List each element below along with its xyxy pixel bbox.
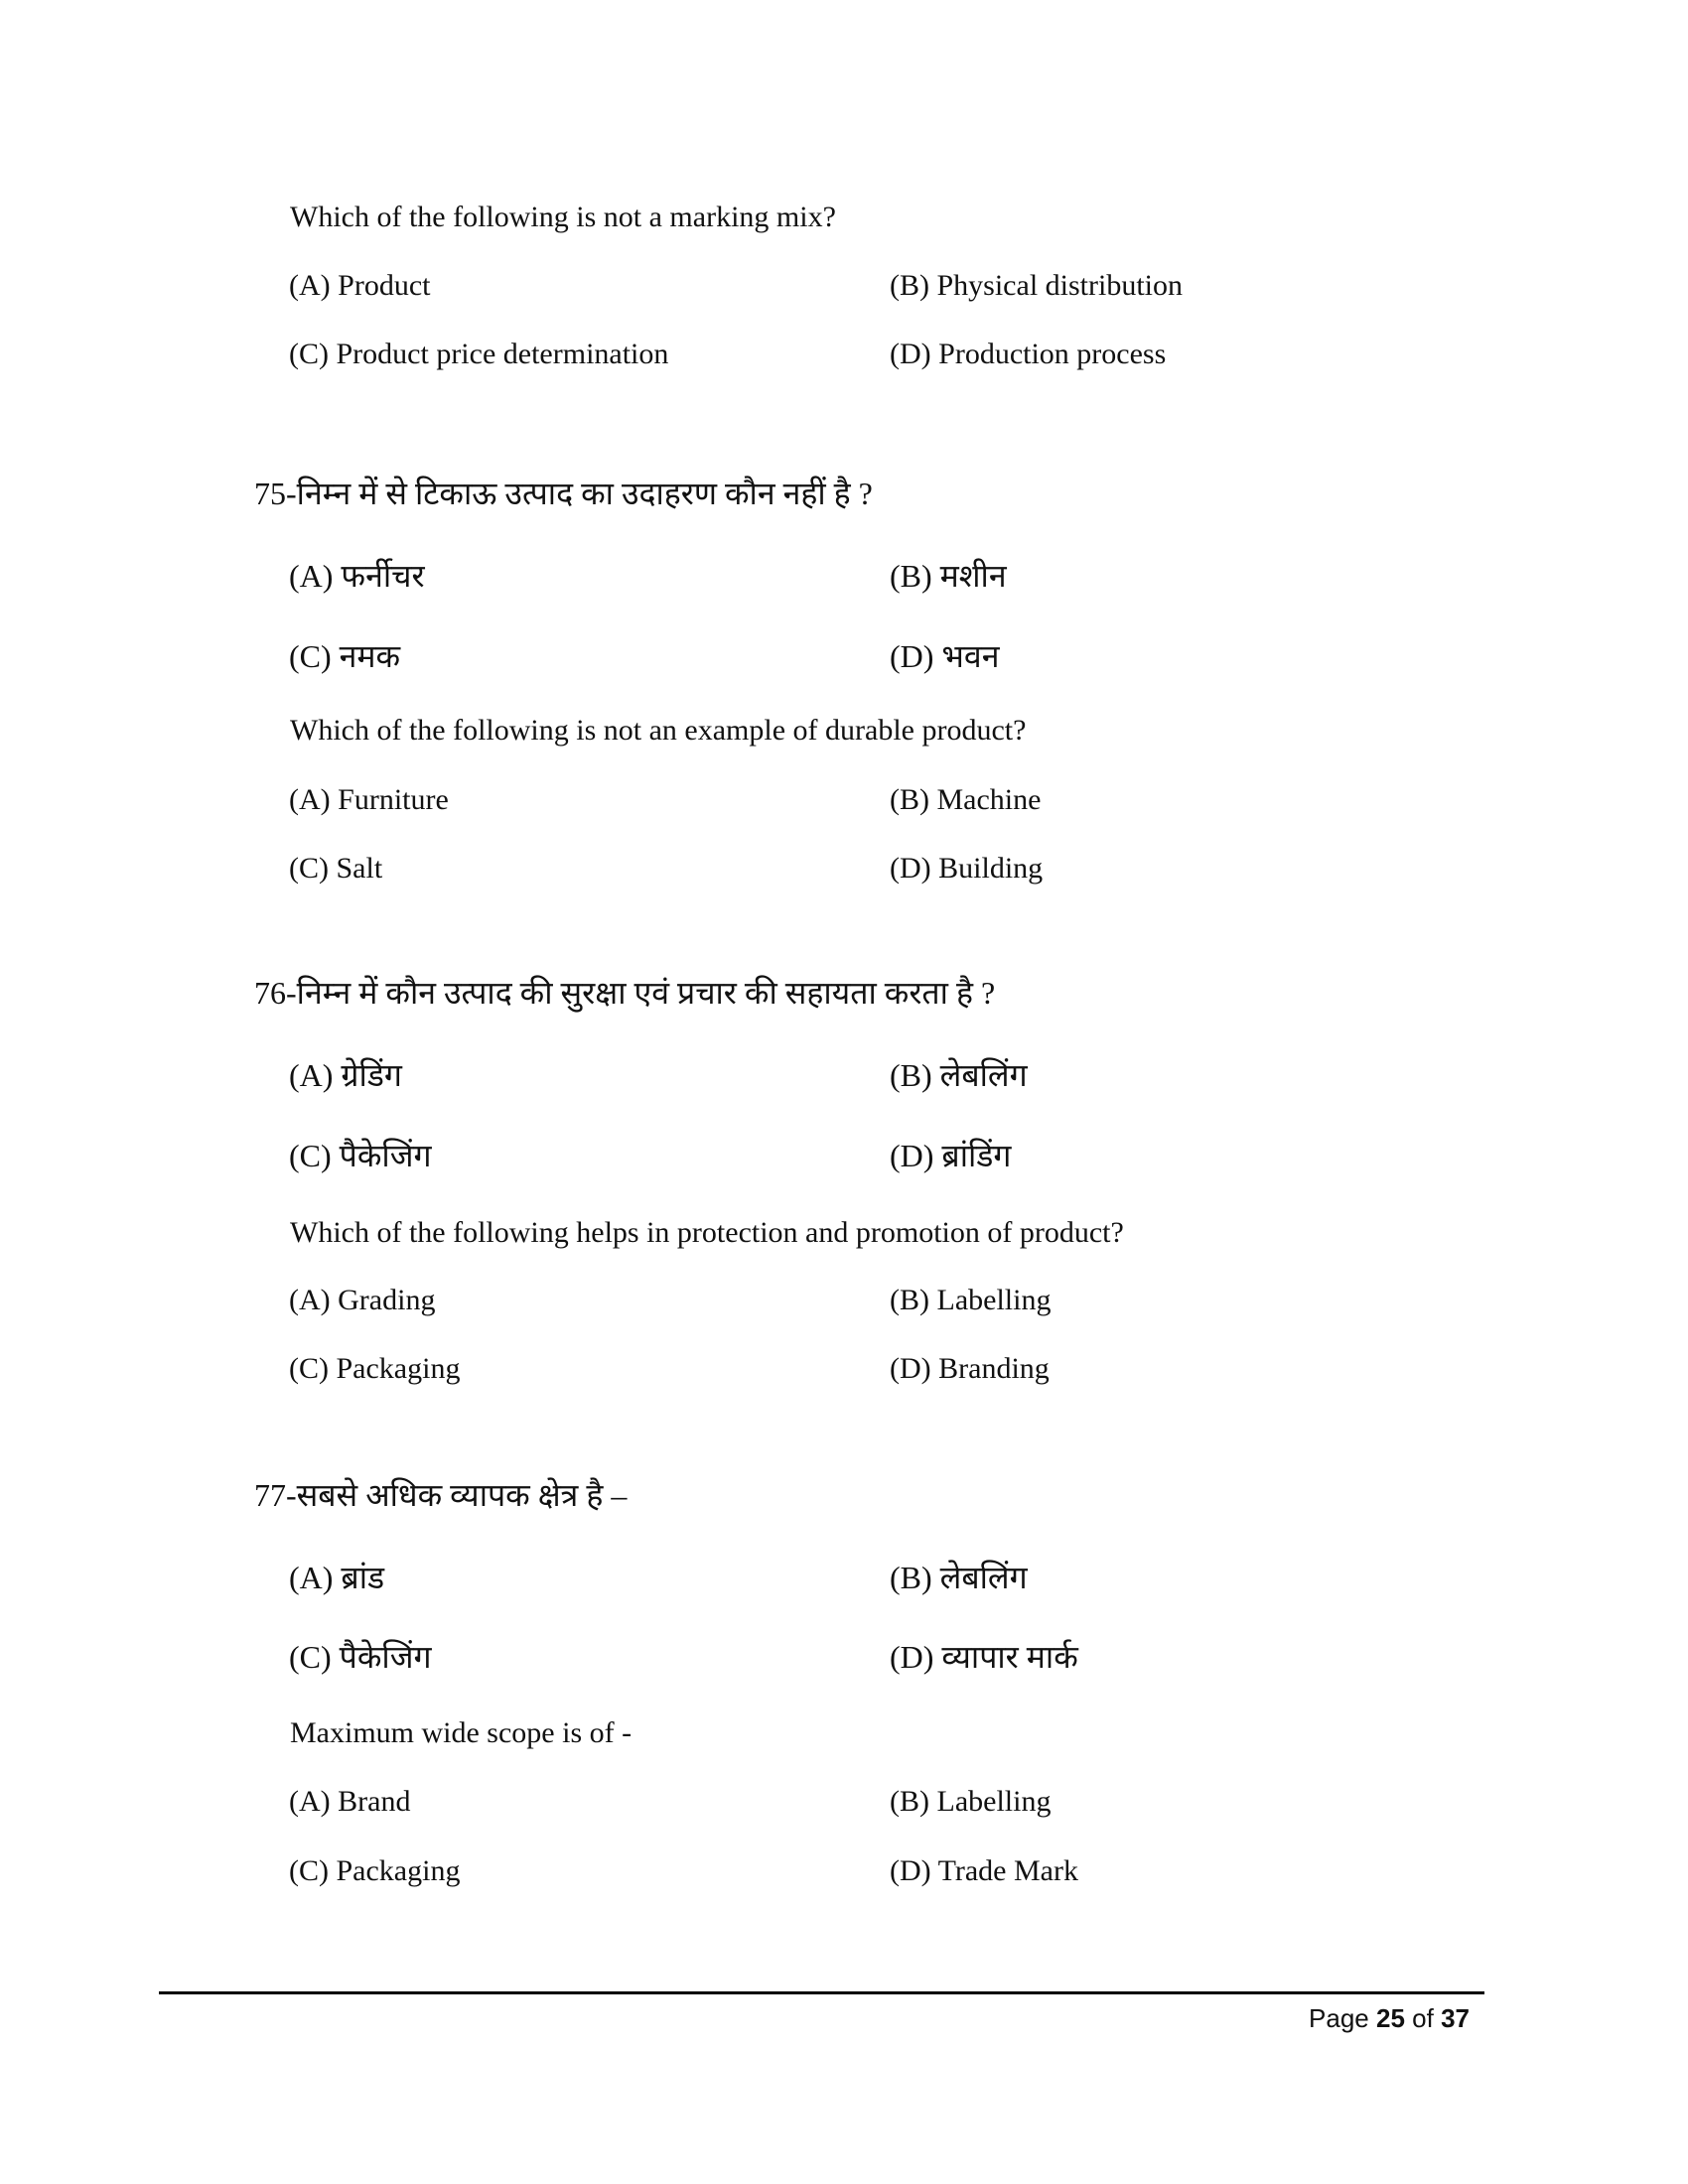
option-c: (C) Packaging bbox=[289, 1854, 461, 1887]
question-text: Maximum wide scope is of - bbox=[290, 1716, 633, 1749]
option-d-hindi: (D) व्यापार मार्क bbox=[890, 1639, 1078, 1675]
question-text: Which of the following helps in protection and promotion of product? bbox=[290, 1216, 1124, 1249]
option-b: (B) Labelling bbox=[890, 1284, 1052, 1316]
page-word: Page bbox=[1309, 2003, 1369, 2033]
question-text: Which of the following is not an example of durable product? bbox=[290, 714, 1027, 747]
option-c: (C) Product price determination bbox=[289, 338, 669, 370]
option-d-hindi: (D) भवन bbox=[890, 638, 1000, 674]
page-number bbox=[1309, 2003, 1470, 2034]
option-b-hindi: (B) लेबलिंग bbox=[890, 1560, 1028, 1595]
total-pages: 37 bbox=[1441, 2003, 1470, 2033]
option-d: (D) Branding bbox=[890, 1352, 1050, 1385]
question-text-hindi: 75-निम्न में से टिकाऊ उत्पाद का उदाहरण कौन नहीं है ? bbox=[254, 476, 873, 511]
option-c: (C) Salt bbox=[289, 852, 383, 885]
option-b: (B) Labelling bbox=[890, 1785, 1052, 1818]
question-text-hindi: 76-निम्न में कौन उत्पाद की सुरक्षा एवं प्रचार की सहायता करता है ? bbox=[254, 975, 996, 1011]
of-word: of bbox=[1412, 2003, 1434, 2033]
footer-divider bbox=[159, 1991, 1484, 1994]
option-d-hindi: (D) ब्रांडिंग bbox=[890, 1138, 1012, 1173]
option-b: (B) Machine bbox=[890, 783, 1042, 816]
option-a: (A) Product bbox=[289, 269, 431, 302]
option-b-hindi: (B) मशीन bbox=[890, 558, 1007, 594]
option-c: (C) Packaging bbox=[289, 1352, 461, 1385]
option-a-hindi: (A) ब्रांड bbox=[289, 1560, 385, 1595]
option-d: (D) Building bbox=[890, 852, 1044, 885]
option-c-hindi: (C) पैकेजिंग bbox=[289, 1138, 432, 1173]
option-a-hindi: (A) फर्नीचर bbox=[289, 558, 425, 594]
current-page: 25 bbox=[1376, 2003, 1405, 2033]
option-a-hindi: (A) ग्रेडिंग bbox=[289, 1057, 402, 1093]
question-text: Which of the following is not a marking mix? bbox=[290, 201, 836, 233]
question-text-hindi: 77-सबसे अधिक व्यापक क्षेत्र है – bbox=[254, 1477, 628, 1513]
option-c-hindi: (C) नमक bbox=[289, 638, 401, 674]
option-b-hindi: (B) लेबलिंग bbox=[890, 1057, 1028, 1093]
option-c-hindi: (C) पैकेजिंग bbox=[289, 1639, 432, 1675]
option-a: (A) Grading bbox=[289, 1284, 436, 1316]
option-d: (D) Production process bbox=[890, 338, 1167, 370]
option-d: (D) Trade Mark bbox=[890, 1854, 1078, 1887]
option-a: (A) Brand bbox=[289, 1785, 411, 1818]
option-a: (A) Furniture bbox=[289, 783, 449, 816]
option-b: (B) Physical distribution bbox=[890, 269, 1183, 302]
